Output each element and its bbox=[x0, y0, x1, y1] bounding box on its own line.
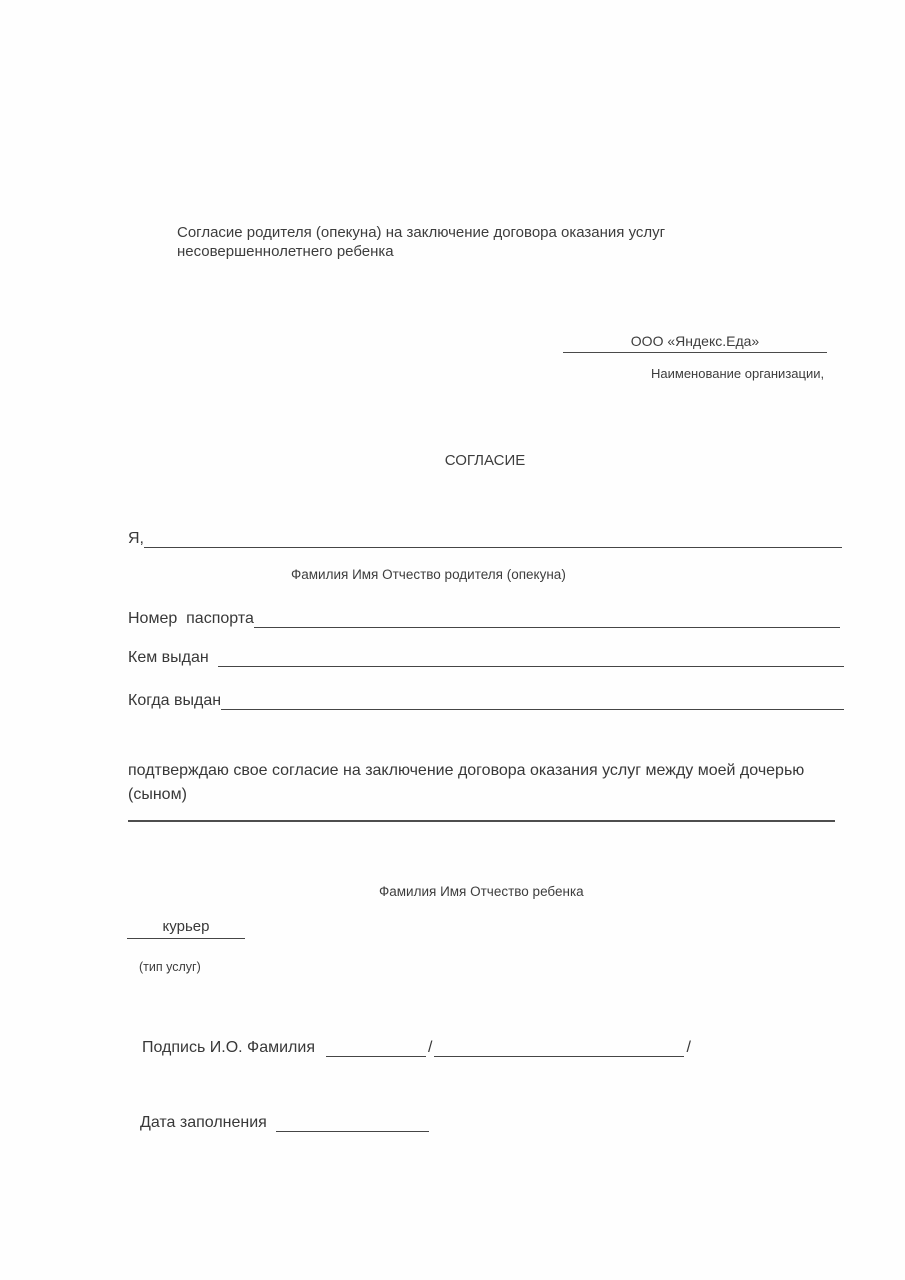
consent-statement-line-1: подтверждаю свое согласие на заключение договора оказания услуг между моей дочерью bbox=[128, 762, 805, 779]
passport-issued-date-label: Когда выдан bbox=[128, 692, 222, 709]
passport-number-row bbox=[128, 607, 840, 628]
service-type-value: курьер bbox=[162, 918, 210, 935]
signature-fill-line bbox=[326, 1037, 426, 1057]
passport-number-fill-line bbox=[254, 608, 840, 628]
signature-row bbox=[142, 1036, 693, 1057]
service-type-value-line bbox=[127, 918, 245, 939]
organization-caption: Наименование организации, bbox=[651, 366, 825, 381]
parent-name-fill-line bbox=[144, 528, 842, 548]
signature-name-fill-line bbox=[434, 1037, 684, 1057]
signature-slash-2: / bbox=[686, 1039, 691, 1056]
passport-issued-date-fill-line bbox=[221, 690, 844, 710]
i-label: Я, bbox=[128, 530, 144, 547]
service-type-caption: (тип услуг) bbox=[139, 960, 201, 974]
signature-slash-1: / bbox=[427, 1039, 433, 1056]
passport-issued-by-label: Кем выдан bbox=[128, 649, 209, 666]
passport-issued-by-fill-line bbox=[218, 647, 844, 667]
signature-label: Подпись И.О. Фамилия bbox=[142, 1039, 315, 1056]
document-title bbox=[177, 223, 665, 261]
passport-issued-date-row bbox=[128, 689, 844, 710]
consent-statement-line-2: (сыном) bbox=[128, 786, 187, 803]
organization-name: ООО «Яндекс.Еда» bbox=[630, 333, 760, 349]
fill-date-label: Дата заполнения bbox=[140, 1114, 267, 1131]
parent-name-caption: Фамилия Имя Отчество родителя (опекуна) bbox=[291, 567, 566, 582]
child-name-fill-line bbox=[128, 820, 835, 822]
parent-name-row bbox=[128, 527, 842, 548]
consent-statement bbox=[128, 759, 848, 807]
fill-date-row bbox=[140, 1112, 429, 1132]
document-title-line-1: Согласие родителя (опекуна) на заключение договора оказания услуг bbox=[177, 224, 666, 241]
consent-heading: СОГЛАСИЕ bbox=[444, 452, 526, 469]
child-name-caption: Фамилия Имя Отчество ребенка bbox=[379, 884, 584, 899]
fill-date-fill-line bbox=[276, 1112, 429, 1132]
passport-number-label: Номер паспорта bbox=[128, 610, 254, 627]
document-title-line-2: несовершеннолетнего ребенка bbox=[177, 243, 394, 260]
passport-issued-by-row bbox=[128, 646, 844, 667]
organization-name-line bbox=[563, 333, 827, 353]
